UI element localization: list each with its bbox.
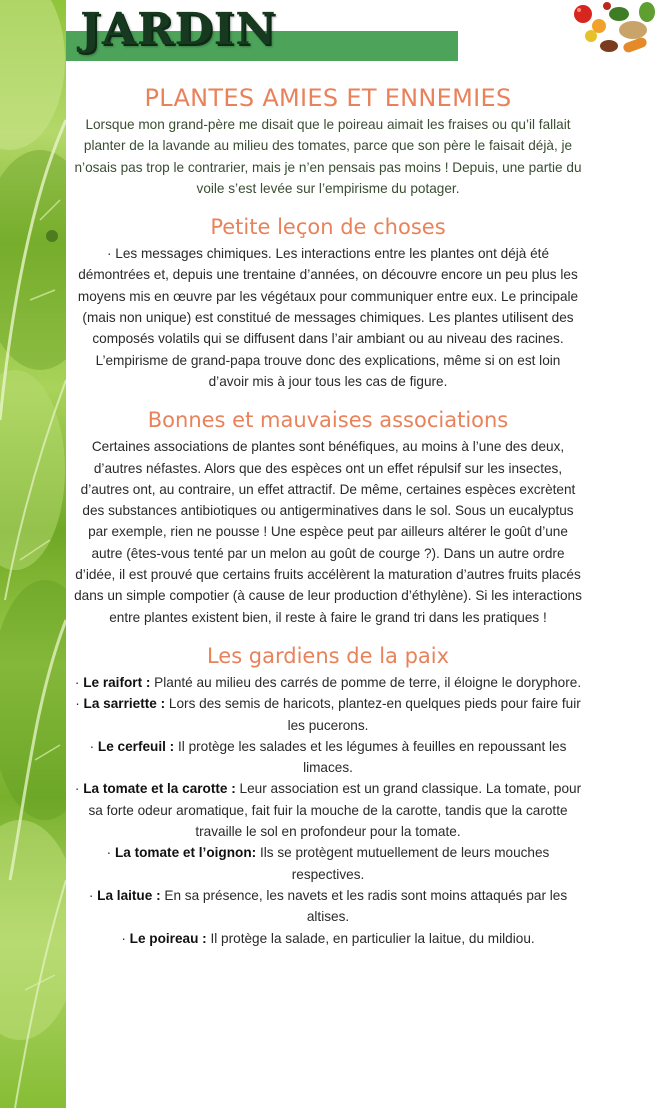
intro-paragraph: Lorsque mon grand-père me disait que le poireau aimait les fraises ou qu’il fallait planter de la lavande au milieu des tomates, parce que son père le faisait déjà, je n’osais pas trop le contrarier, mais je n’en pensais pas moins ! Depuis, une partie du voile s’est levée sur l’empirisme du potager. (74, 117, 582, 196)
guardian-item: · Le poireau : Il protège la salade, en particulier la laitue, du mildiou. (121, 930, 535, 946)
guardian-item: · La sarriette : Lors des semis de haricots, plantez-en quelques pieds pour faire fuir les pucerons. (75, 696, 581, 733)
associations-section (74, 406, 582, 628)
guardian-item: · Le cerfeuil : Il protège les salades et les légumes à feuilles en repoussant les limaces. (89, 738, 567, 776)
lesson-section (74, 213, 582, 392)
page-title: JARDIN (80, 4, 277, 55)
guardian-item: · La tomate et la carotte : Leur association est un grand classique. La tomate, pour sa forte odeur aromatique, fait fuir la mouche de la carotte, tandis que la carotte travaille le sol en profondeur pour la tomate. (74, 781, 582, 840)
section-heading-guardians: Les gardiens de la paix (206, 643, 450, 668)
vegetables-image (563, 0, 655, 64)
guardian-item: · Le raifort : Planté au milieu des carrés de pomme de terre, il éloigne le doryphore. (74, 674, 582, 690)
associations-paragraph: Certaines associations de plantes sont bénéfiques, au moins à l’une des deux, d’autres néfastes. Alors que des espèces ont un effet répulsif sur les insectes, d’autres ont, au contraire, un effet attractif. De même, certaines espèces excrètent des substances antibiotiques ou antigerminatives dans le sol. Sous un eucalyptus par exemple, rien ne pousse ! Une espèce peut par ailleurs altérer le goût d’une autre (êtes-vous tenté par un melon au goût de courge ?). Dans un autre ordre d’idée, il est prouvé que certains fruits accélèrent la maturation d’autres fruits placés dans un simple compotier (à cause de leur production d’éthylène). Si les interactions entre plantes existent bien, il reste à faire le grand tri dans les pratiques ! (74, 439, 582, 625)
lesson-paragraph: · Les messages chimiques. Les interactions entre les plantes ont déjà été démontrées et, depuis une trentaine d’années, on découvre encore un peu plus les moyens mis en œuvre par les végétaux pour communiquer entre eux. Le principale (mais non unique) est constitué de messages chimiques. Les plantes utilisent des composés volatils qui se diffusent dans l’air ambiant ou au niveau des racines. L’empirisme de grand-papa trouve donc des explications, même si on est loin d’avoir mis à jour tous les cas de figure. (77, 246, 579, 389)
section-heading-lesson: Petite leçon de choses (210, 215, 446, 240)
section-heading-intro: PLANTES AMIES ET ENNEMIES (144, 84, 512, 112)
article-content (74, 82, 582, 949)
leaf-veins (0, 0, 66, 1108)
guardians-section (74, 642, 582, 949)
guardian-item: · La laitue : En sa présence, les navets et les radis sont moins attaqués par les altises. (88, 887, 568, 925)
leaf-background-image (0, 0, 66, 1108)
intro-section (74, 82, 582, 199)
guardian-item: · La tomate et l’oignon: Ils se protègent mutuellement de leurs mouches respectives. (106, 845, 550, 882)
section-heading-associations: Bonnes et mauvaises associations (147, 408, 509, 433)
